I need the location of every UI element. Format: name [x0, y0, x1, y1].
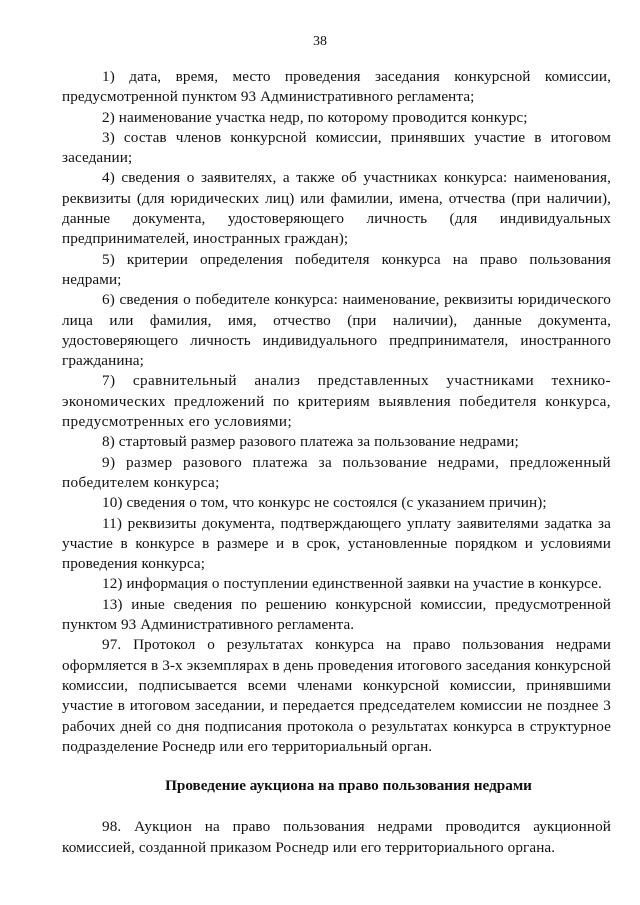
clause-98: 98. Аукцион на право пользования недрами проводится аукционной комиссией, созданной приказом Роснедр или его территориального органа.: [62, 818, 611, 856]
list-item-10: 10) сведения о том, что конкурс не состоялся (с указанием причин);: [102, 494, 547, 512]
list-item-5: 5) критерии определения победителя конкурса на право пользования недрами;: [62, 250, 611, 288]
list-item-8: 8) стартовый размер разового платежа за пользование недрами;: [102, 433, 519, 451]
list-item-6: 6) сведения о победителе конкурса: наименование, реквизиты юридического лица или фамилия, имя, отчество (при наличии), данные документа, удостоверяющего личность индивидуального предпринимателя, иностранного гражданина;: [62, 291, 611, 370]
list-item-9: 9) размер разового платежа за пользование недрами, предложенный победителем конкурса;: [62, 453, 611, 491]
list-item-11: 11) реквизиты документа, подтверждающего уплату заявителями задатка за участие в конкурсе в размере и в срок, установленные порядком и условиями проведения конкурса;: [62, 514, 611, 573]
list-item-4: 4) сведения о заявителях, а также об участниках конкурса: наименования, реквизиты (для юридических лиц) или фамилии, имена, отчества (при наличии), данные документа, удостоверяющего личность (для индивидуальных предпринимателей, иностранных граждан);: [62, 169, 611, 248]
list-item-13: 13) иные сведения по решению конкурсной комиссии, предусмотренной пунктом 93 Административного регламента.: [62, 595, 611, 634]
list-item-3: 3) состав членов конкурсной комиссии, принявших участие в итоговом заседании;: [62, 128, 611, 167]
list-item-2: 2) наименование участка недр, по которому проводится конкурс;: [102, 108, 528, 126]
list-item-7: 7) сравнительный анализ представленных участниками технико-экономических предложений по критериям выявления победителя конкурса, предусмотренных его условиями;: [62, 372, 611, 431]
list-item-12: 12) информация о поступлении единственной заявки на участие в конкурсе.: [102, 575, 602, 593]
document-body: [62, 67, 611, 858]
page-number: 38: [313, 34, 327, 49]
clause-97: 97. Протокол о результатах конкурса на право пользования недрами оформляется в 3-х экземплярах в день проведения итогового заседания конкурсной комиссии, подписывается всеми членами конкурсной комиссии, принявшими участие в итоговом заседании, и передается председателем комиссии не позднее 3 рабочих дней со дня подписания протокола о результатах конкурса в структурное подразделение Роснедр или его территориальный орган.: [62, 636, 611, 755]
list-item-1: 1) дата, время, место проведения заседания конкурсной комиссии, предусмотренной пунктом 93 Административного регламента;: [62, 68, 611, 106]
section-heading: Проведение аукциона на право пользования недрами: [165, 777, 532, 795]
